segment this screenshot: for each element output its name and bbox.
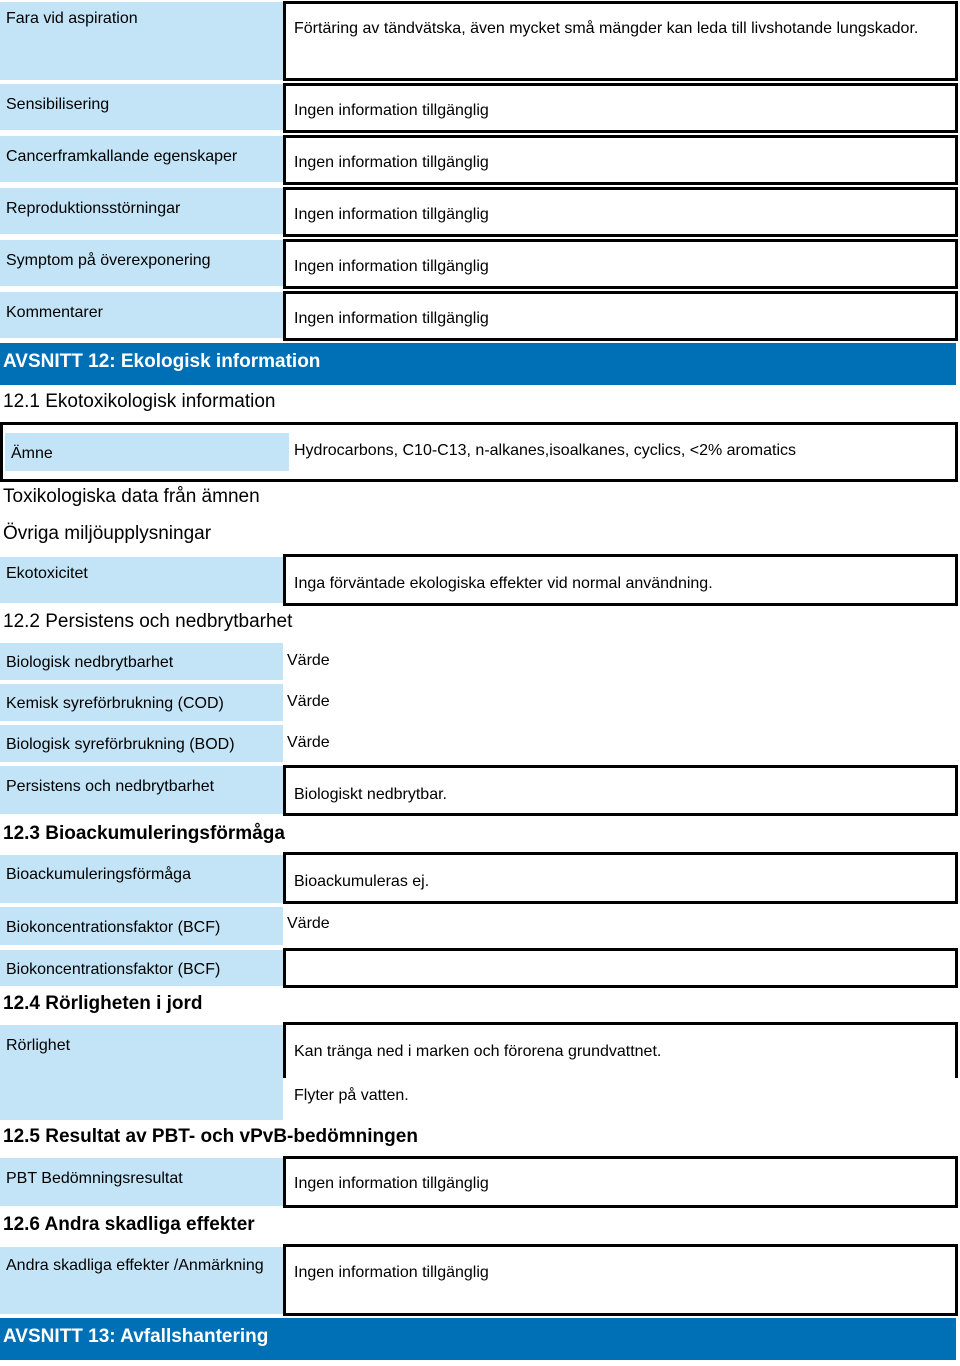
andra-effekter-value: Ingen information tillgänglig	[283, 1244, 958, 1316]
heading-toxikologiska-data: Toxikologiska data från ämnen	[3, 486, 260, 507]
heading-12-5: 12.5 Resultat av PBT- och vPvB-bedömningen	[3, 1126, 418, 1147]
row-label-cancer: Cancerframkallande egenskaper	[0, 136, 283, 182]
row-value-cancer: Ingen information tillgänglig	[283, 135, 958, 185]
heading-ovriga-miljo: Övriga miljöupplysningar	[3, 523, 212, 544]
heading-12-2: 12.2 Persistens och nedbrytbarhet	[3, 611, 293, 632]
bcf-label-1: Biokoncentrationsfaktor (BCF)	[0, 907, 283, 945]
row-value-reproduktion: Ingen information tillgänglig	[283, 187, 958, 237]
ekotoxicitet-value: Inga förväntade ekologiska effekter vid normal användning.	[283, 554, 958, 606]
row-label-kommentarer: Kommentarer	[0, 292, 283, 338]
bioackumulering-label: Bioackumuleringsförmåga	[0, 855, 283, 903]
row-label-sensibilisering: Sensibilisering	[0, 84, 283, 130]
heading-12-3: 12.3 Bioackumuleringsförmåga	[3, 823, 285, 844]
bod-value: Värde	[287, 734, 330, 751]
section-13-header: AVSNITT 13: Avfallshantering	[0, 1318, 956, 1360]
rorlighet-label: Rörlighet	[0, 1025, 283, 1120]
bcf-value-2	[283, 948, 958, 988]
rorlighet-value-1: Kan tränga ned i marken och förorena grundvattnet.	[283, 1022, 958, 1078]
row-value-kommentarer: Ingen information tillgänglig	[283, 291, 958, 341]
heading-12-4: 12.4 Rörligheten i jord	[3, 993, 203, 1014]
amne-value: Hydrocarbons, C10-C13, n-alkanes,isoalkanes, cyclics, <2% aromatics	[294, 442, 796, 459]
bio-nedbrytbarhet-value: Värde	[287, 652, 330, 669]
row-value-symptom: Ingen information tillgänglig	[283, 239, 958, 289]
amne-label: Ämne	[5, 433, 289, 471]
bioackumulering-value: Bioackumuleras ej.	[283, 852, 958, 904]
cod-value: Värde	[287, 693, 330, 710]
row-value-aspiration: Förtäring av tändvätska, även mycket små mängder kan leda till livshotande lungskador.	[283, 1, 958, 81]
heading-12-1: 12.1 Ekotoxikologisk information	[3, 391, 276, 412]
cod-label: Kemisk syreförbrukning (COD)	[0, 684, 283, 721]
row-label-symptom: Symptom på överexponering	[0, 240, 283, 286]
bio-nedbrytbarhet-label: Biologisk nedbrytbarhet	[0, 643, 283, 680]
bcf-label-2-text: Biokoncentrationsfaktor (BCF)	[6, 961, 221, 978]
section-12-header: AVSNITT 12: Ekologisk information	[0, 343, 956, 385]
row-label-aspiration: Fara vid aspiration	[0, 2, 283, 80]
bcf-label-2	[0, 950, 283, 986]
persistens-value: Biologiskt nedbrytbar.	[283, 765, 958, 816]
pbt-label: PBT Bedömningsresultat	[0, 1158, 283, 1206]
row-label-reproduktion: Reproduktionsstörningar	[0, 188, 283, 234]
rorlighet-value-2: Flyter på vatten.	[294, 1087, 409, 1104]
ekotoxicitet-label: Ekotoxicitet	[0, 557, 283, 603]
andra-effekter-label: Andra skadliga effekter /Anmärkning	[0, 1247, 283, 1314]
bcf-value-1: Värde	[287, 915, 330, 932]
persistens-label: Persistens och nedbrytbarhet	[0, 766, 283, 814]
pbt-value: Ingen information tillgänglig	[283, 1156, 958, 1208]
row-value-sensibilisering: Ingen information tillgänglig	[283, 83, 958, 133]
heading-12-6: 12.6 Andra skadliga effekter	[3, 1214, 255, 1235]
bod-label: Biologisk syreförbrukning (BOD)	[0, 725, 283, 762]
